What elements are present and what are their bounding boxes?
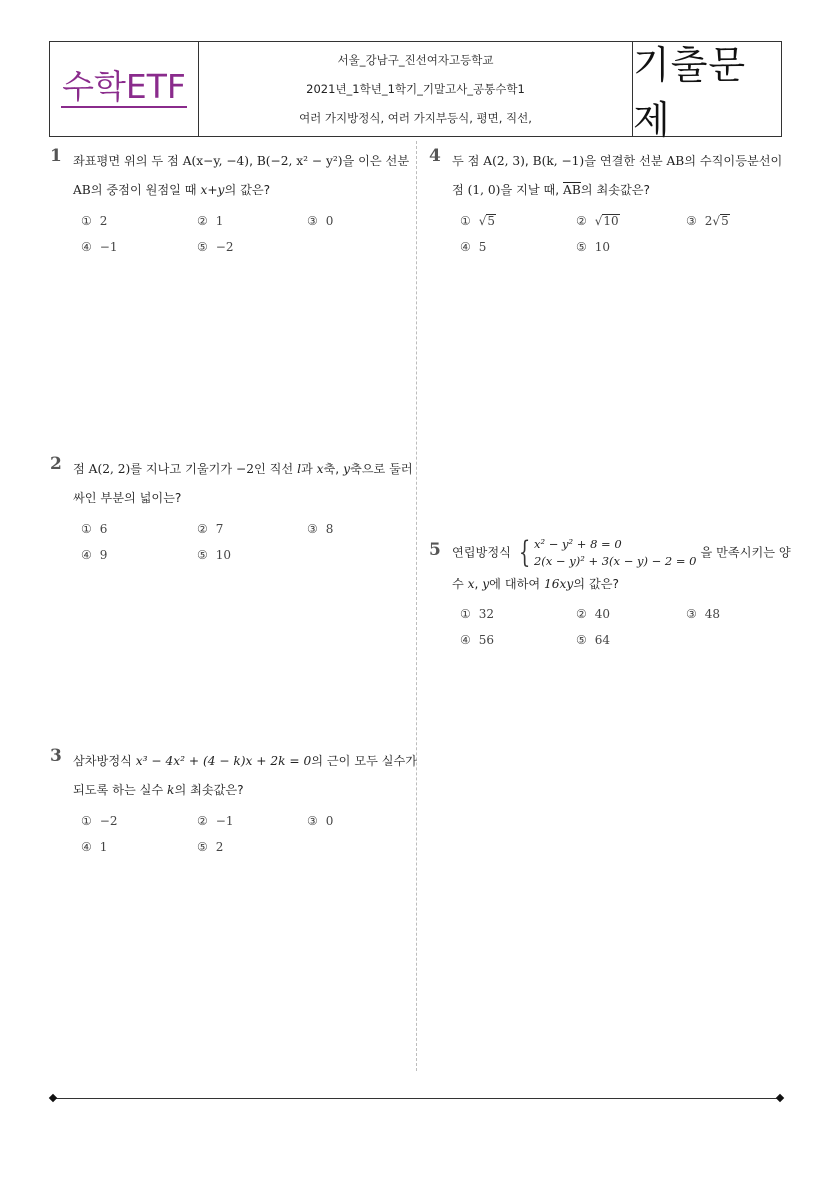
footer-rule xyxy=(53,1098,780,1099)
segment: AB xyxy=(666,154,685,168)
question-stem: 두 점 A(2, 3), B(k, −1)을 연결한 선분 AB의 수직이등분선이 점 (1, 0)을 지날 때, AB의 최솟값은? xyxy=(452,154,783,197)
equation: x³ − 4x² + (4 − k)x + 2k = 0 xyxy=(135,754,312,768)
question-1 xyxy=(50,146,418,254)
school-name: 서울_강남구_진선여자고등학교 xyxy=(337,53,494,68)
choice-5[interactable]: ⑤ 64 xyxy=(576,633,611,647)
choice-1[interactable]: ① −2 xyxy=(81,814,118,828)
equation-system xyxy=(515,536,697,570)
choice-1[interactable]: ① 2 xyxy=(81,214,108,228)
expression: 16xy xyxy=(544,577,574,591)
point-b: B(−2, x² − y²) xyxy=(256,154,343,168)
choice-2[interactable]: ② 7 xyxy=(197,522,224,536)
answer-choices xyxy=(460,607,797,647)
choice-2[interactable]: ② 40 xyxy=(576,607,611,621)
logo-cell xyxy=(50,42,199,136)
sqrt-symbol: √10 xyxy=(594,214,619,228)
choice-3[interactable]: ③ 8 xyxy=(307,522,334,536)
choice-5[interactable]: ⑤ 2 xyxy=(197,840,224,854)
choice-4[interactable]: ④ 56 xyxy=(460,633,495,647)
question-5 xyxy=(429,535,797,647)
choice-5[interactable]: ⑤ 10 xyxy=(576,240,611,255)
choice-4[interactable]: ④ −1 xyxy=(81,240,118,254)
question-number: 4 xyxy=(429,146,441,166)
sqrt-symbol: √5 xyxy=(712,214,729,228)
point-a: A(2, 3) xyxy=(483,154,525,168)
brace-icon: { xyxy=(518,535,531,570)
point: A(2, 2) xyxy=(88,462,131,476)
segment-length: AB xyxy=(563,183,581,197)
question-stem: 연립방정식 { x² − y² + 8 = 0 2(x − y)² + 3(x − y) − 2 = 0 을 만족시키는 양수 x, y에 대하여 16xy의 값은? xyxy=(452,535,791,591)
exam-name: 2021년_1학년_1학기_기말고사_공통수학1 xyxy=(306,81,525,96)
question-number: 3 xyxy=(50,746,62,766)
variable: k xyxy=(167,783,175,797)
choice-3[interactable]: ③ 48 xyxy=(686,607,721,621)
line-name: l xyxy=(297,462,301,476)
choice-5[interactable]: ⑤ −2 xyxy=(197,240,234,254)
choice-4[interactable]: ④ 5 xyxy=(460,240,487,255)
point-a: A(x−y, −4) xyxy=(182,154,250,168)
choice-3[interactable]: ③ 0 xyxy=(307,814,334,828)
page-title: 기출문제 xyxy=(633,43,747,142)
question-number: 2 xyxy=(50,454,62,474)
point-b: B(k, −1) xyxy=(532,154,585,168)
question-stem: 삼차방정식 x³ − 4x² + (4 − k)x + 2k = 0의 근이 모두 실수가 되도록 하는 실수 k의 최솟값은? xyxy=(73,754,418,797)
answer-choices xyxy=(460,214,797,254)
question-stem: 좌표평면 위의 두 점 A(x−y, −4), B(−2, x² − y²)을 이은 선분 AB의 중점이 원점일 때 x+y의 값은? xyxy=(73,154,410,197)
equation-2: 2(x − y)² + 3(x − y) − 2 = 0 xyxy=(533,554,697,568)
answer-choices xyxy=(81,814,418,854)
choice-2[interactable]: ② √10 xyxy=(576,214,619,228)
diamond-icon xyxy=(776,1094,784,1102)
expression: x+y xyxy=(200,183,225,197)
choice-4[interactable]: ④ 1 xyxy=(81,840,108,854)
answer-choices xyxy=(81,522,418,562)
choice-3[interactable]: ③ 2√5 xyxy=(686,214,729,228)
column-divider xyxy=(416,141,417,1071)
exam-topics: 여러 가지방정식, 여러 가지부등식, 평면, 직선, xyxy=(299,110,532,125)
segment: AB xyxy=(73,183,91,197)
question-stem: 점 A(2, 2)를 지나고 기울기가 −2인 직선 l과 x축, y축으로 둘러싸인 부분의 넓이는? xyxy=(73,462,413,505)
question-2 xyxy=(50,454,418,562)
choice-1[interactable]: ① √5 xyxy=(460,214,496,228)
equation-1: x² − y² + 8 = 0 xyxy=(533,537,622,551)
choice-2[interactable]: ② −1 xyxy=(197,814,234,828)
choice-1[interactable]: ① 6 xyxy=(81,522,108,536)
question-3 xyxy=(50,746,418,854)
question-number: 1 xyxy=(50,146,62,166)
choice-3[interactable]: ③ 0 xyxy=(307,214,334,228)
exam-info xyxy=(199,42,633,136)
question-4 xyxy=(429,146,797,255)
logo: 수학ETF xyxy=(61,70,187,109)
document-header xyxy=(49,41,782,142)
slope: −2 xyxy=(236,462,255,476)
sqrt-symbol: √5 xyxy=(478,214,496,228)
title-cell xyxy=(633,42,781,142)
answer-choices xyxy=(81,214,418,254)
choice-2[interactable]: ② 1 xyxy=(197,214,224,228)
choice-1[interactable]: ① 32 xyxy=(460,607,495,621)
question-number: 5 xyxy=(429,540,441,560)
choice-5[interactable]: ⑤ 10 xyxy=(197,548,232,562)
point: (1, 0) xyxy=(467,183,501,197)
choice-4[interactable]: ④ 9 xyxy=(81,548,108,562)
diamond-icon xyxy=(49,1094,57,1102)
